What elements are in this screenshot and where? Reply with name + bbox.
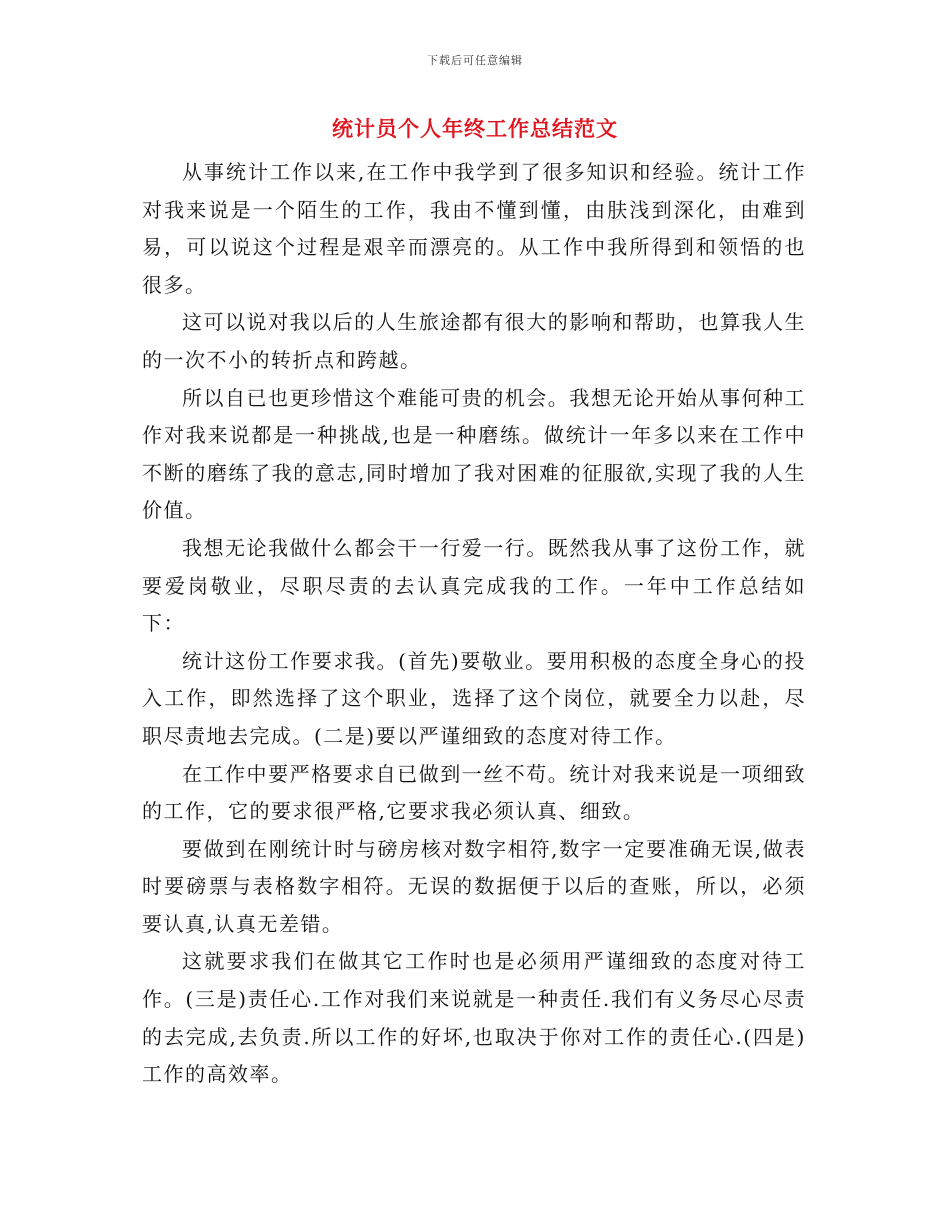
paragraph: 这可以说对我以后的人生旅途都有很大的影响和帮助，也算我人生的一次不小的转折点和跨越。 — [142, 310, 806, 372]
paragraph: 所以自已也更珍惜这个难能可贵的机会。我想无论开始从事何种工作对我来说都是一种挑战,也是一种磨练。做统计一年多以来在工作中不断的磨练了我的意志,同时增加了我对困难的征服欲,实现了我的人生价值。 — [142, 385, 806, 523]
document-body — [142, 154, 806, 1094]
paragraph: 在工作中要严格要求自已做到一丝不苟。统计对我来说是一项细致的工作，它的要求很严格,它要求我必须认真、细致。 — [142, 761, 806, 824]
paragraph: 要做到在刚统计时与磅房核对数字相符,数字一定要准确无误,做表时要磅票与表格数字相符。无误的数据便于以后的查账，所以，必须要认真,认真无差错。 — [142, 836, 806, 936]
paragraph: 我想无论我做什么都会干一行爱一行。既然我从事了这份工作，就要爱岗敬业，尽职尽责的去认真完成我的工作。一年中工作总结如下： — [142, 535, 806, 636]
paragraph: 这就要求我们在做其它工作时也是必须用严谨细致的态度对待工作。(三是)责任心.工作对我们来说就是一种责任.我们有义务尽心尽责的去完成,去负责.所以工作的好坏,也取决于你对工作的责任心.(四是)工作的高效率。 — [142, 949, 806, 1087]
document-title: 统计员个人年终工作总结范文 — [332, 117, 618, 141]
paragraph: 从事统计工作以来,在工作中我学到了很多知识和经验。统计工作对我来说是一个陌生的工作，我由不懂到懂，由肤浅到深化，由难到易，可以说这个过程是艰辛而漂亮的。从工作中我所得到和领悟的也很多。 — [142, 160, 806, 297]
header-note: 下载后可任意编辑 — [427, 54, 523, 67]
paragraph: 统计这份工作要求我。(首先)要敬业。要用积极的态度全身心的投入工作，即然选择了这个职业，选择了这个岗位，就要全力以赴，尽职尽责地去完成。(二是)要以严谨细致的态度对待工作。 — [142, 648, 806, 748]
